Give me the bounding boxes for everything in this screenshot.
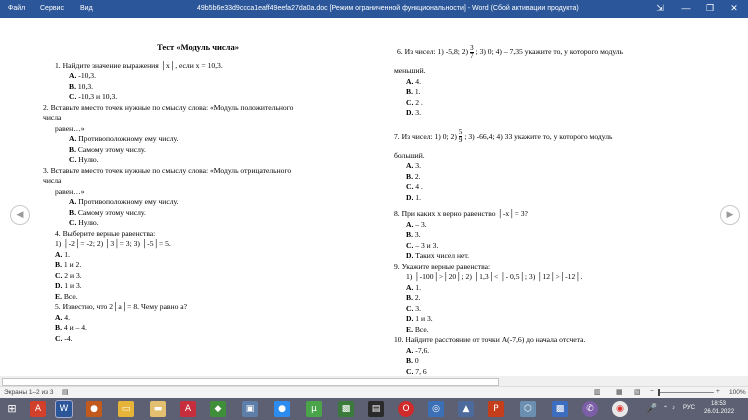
option-letter: C. [406, 182, 414, 191]
opera-icon[interactable]: O [398, 401, 414, 417]
option-text: 1 и 3. [62, 281, 82, 290]
answer-option [394, 172, 734, 183]
answer-option [43, 250, 343, 261]
option-letter: B. [55, 260, 62, 269]
torrent-icon[interactable]: µ [306, 401, 322, 417]
option-letter: A. [406, 161, 414, 170]
option-text: 3. [413, 108, 421, 117]
question-9-options [394, 283, 734, 336]
option-text: 4 и – 4. [61, 323, 87, 332]
answer-option [394, 283, 734, 294]
question-7-post: ; 3) -66,4; 4) 33 укажите то, у которого модуль [464, 131, 613, 141]
question-line: 1) │-2│= -2; 2) │3│= 3; 3) │-5│= 5. [55, 239, 171, 248]
option-text: Самому этому числу. [75, 207, 146, 217]
answer-option [394, 356, 734, 367]
excel-like-icon[interactable]: ▩ [338, 401, 354, 417]
question-10-options [394, 346, 734, 378]
close-button[interactable]: ✕ [730, 3, 738, 13]
option-text: 3. [413, 303, 421, 313]
option-text: 3. [412, 230, 421, 239]
question-line: равен…» [55, 186, 85, 196]
file-explorer-icon[interactable]: ▭ [118, 401, 134, 417]
option-text: 1. [412, 87, 421, 96]
answer-option [394, 314, 734, 325]
menu-view[interactable]: Вид [80, 5, 93, 12]
option-text: 1. [62, 249, 70, 259]
horizontal-scrollbar[interactable] [0, 376, 748, 386]
answer-option [43, 218, 343, 229]
answer-option [394, 346, 734, 357]
question-line: 1. Найдите значение выражения │x│, если х = 10,3. [55, 60, 223, 70]
green-app-icon[interactable]: ◆ [210, 401, 226, 417]
answer-option [43, 71, 343, 82]
option-text: Нулю. [76, 218, 99, 227]
question-7 [394, 127, 734, 147]
answer-option [394, 193, 734, 204]
option-text: -10,3. [76, 71, 97, 80]
restore-layout-icon[interactable]: ⇲ [656, 3, 664, 13]
option-text: 7, 6 [413, 366, 427, 376]
clock-time[interactable]: 18:53 [711, 401, 727, 407]
terminal-icon[interactable]: ▤ [368, 401, 384, 417]
next-screen-button[interactable]: ▶ [720, 205, 740, 225]
answer-option [394, 241, 734, 252]
answer-option [43, 145, 343, 156]
viber-icon[interactable]: ✆ [582, 401, 598, 417]
answer-option [394, 98, 734, 109]
question-7-options [394, 161, 734, 203]
zoom-out-button[interactable]: − [650, 388, 654, 395]
answer-option [394, 182, 734, 193]
answer-option [394, 220, 734, 231]
blue-square-app-icon[interactable]: ▩ [552, 401, 568, 417]
option-letter: A. [55, 312, 63, 322]
option-letter: A. [406, 345, 414, 355]
option-letter: B. [406, 293, 413, 302]
option-letter: A. [406, 219, 414, 229]
input-language[interactable]: РУС [683, 405, 696, 411]
option-letter: B. [406, 87, 413, 96]
fraction-numerator: 3 [470, 43, 474, 52]
question-line: равен…» [55, 123, 85, 133]
network-app-icon[interactable]: ⬡ [520, 401, 536, 417]
option-letter: E. [55, 291, 62, 301]
option-letter: A. [69, 71, 77, 80]
menu-tools[interactable]: Сервис [40, 5, 64, 12]
answer-option [43, 197, 343, 208]
chrome-icon[interactable]: ◉ [612, 401, 628, 417]
zoom-level[interactable]: 100% [729, 389, 746, 396]
print-layout-icon[interactable]: ▦ [616, 389, 623, 396]
answer-option [43, 134, 343, 145]
fraction-denominator: 9 [458, 136, 463, 145]
question-line: числа [43, 113, 62, 122]
blue-app-icon[interactable]: ▣ [242, 401, 258, 417]
answer-option [394, 87, 734, 98]
option-letter: D. [406, 108, 414, 117]
option-letter: B. [69, 207, 76, 217]
option-text: Все. [61, 291, 78, 301]
fraction-3-7 [470, 45, 474, 60]
option-text: Противоположному ему числу. [76, 197, 179, 206]
option-letter: C. [55, 270, 63, 280]
settings-app-icon[interactable]: ◎ [428, 401, 444, 417]
option-text: 2. [412, 171, 421, 181]
question-6-continuation: меньший. [394, 66, 426, 75]
window-title: 49b5b6e33d9ccca1eaff49eefa27da0a.doc [Режим ограниченной функциональности] - Word (Сбой активации продукта) [197, 5, 579, 12]
question-6-post: ; 3) 0; 4) – 7,35 укажите то, у которого модуль [475, 47, 624, 56]
vk-icon[interactable]: ▲ [458, 401, 474, 417]
question-6 [394, 42, 734, 62]
option-text: 1 и 2. [61, 260, 82, 269]
answer-option [43, 313, 343, 324]
fraction-denominator: 7 [470, 51, 474, 60]
previous-screen-button[interactable]: ◀ [10, 205, 30, 225]
option-letter: D. [406, 192, 414, 202]
media-app-icon[interactable]: ● [86, 401, 102, 417]
left-page [43, 42, 343, 344]
question-9: 9. Укажите верные равенства: [394, 261, 491, 271]
option-text: 1 и 3. [413, 314, 433, 323]
option-text: 2. [412, 293, 421, 302]
option-letter: A. [55, 249, 63, 259]
question-8-options [394, 220, 734, 262]
option-letter: A. [406, 282, 414, 292]
answer-option [394, 251, 734, 262]
taskbar [0, 398, 748, 420]
option-text: 1. [413, 192, 421, 202]
option-text: 2 и 3. [62, 270, 82, 280]
option-text: 10,3. [75, 81, 94, 91]
left-question-list [43, 61, 343, 345]
zoom-meeting-icon[interactable]: ● [274, 401, 290, 417]
option-text: 3. [413, 161, 421, 170]
zoom-in-button[interactable]: + [716, 388, 720, 395]
answer-option [43, 334, 343, 345]
question-6-pre: 6. Из чисел: 1) -5,8; 2) [397, 47, 469, 56]
answer-option [394, 230, 734, 241]
fraction-numerator: 5 [458, 128, 463, 137]
right-page [394, 42, 734, 377]
option-text: – 3. [413, 219, 427, 229]
option-text: Самому этому числу. [75, 144, 146, 154]
option-letter: B. [55, 323, 62, 332]
option-letter: D. [55, 281, 63, 290]
tray-chevron-icon[interactable]: ⌃ [663, 406, 669, 412]
screens-indicator: Экраны 1–2 из 3 [4, 389, 54, 396]
zoom-slider-thumb[interactable] [658, 389, 660, 396]
option-letter: C. [69, 155, 77, 164]
question-line: 3. Вставьте вместо точек нужные по смыслу слова: «Модуль отрицательного [43, 165, 292, 175]
answer-option [394, 325, 734, 336]
option-text: Все. [412, 324, 429, 334]
answer-option [43, 292, 343, 303]
minimize-button[interactable]: — [681, 3, 691, 13]
option-text: -4. [62, 333, 73, 343]
microphone-icon[interactable]: 🎤 [646, 404, 658, 414]
word-icon[interactable]: W [56, 401, 72, 417]
option-letter: B. [406, 356, 413, 365]
option-letter: B. [69, 81, 76, 91]
clock-date[interactable]: 26.01.2022 [704, 409, 735, 415]
option-letter: A. [406, 76, 414, 86]
option-text: Нулю. [76, 155, 99, 164]
acrobat-icon[interactable]: A [30, 401, 46, 417]
answer-option [43, 82, 343, 93]
answer-option [43, 92, 343, 103]
option-text: Таких чисел нет. [413, 251, 470, 260]
question-line: 5. Известно, что 2│a│= 8. Чему равно a? [55, 302, 188, 311]
question-8: 8. При каких х верно равенство │-x│= 3? [394, 209, 528, 218]
option-letter: C. [406, 240, 414, 250]
maximize-button[interactable]: ❐ [705, 3, 715, 13]
option-text: 1. [413, 282, 421, 292]
web-layout-icon[interactable]: ▧ [634, 389, 641, 396]
answer-option [43, 208, 343, 219]
test-title: Тест «Модуль числа» [157, 42, 239, 52]
proofing-icon[interactable]: ▤ [62, 389, 69, 396]
answer-option [43, 271, 343, 282]
option-text: -7,6. [413, 345, 430, 355]
pdf-reader-icon[interactable]: A [180, 401, 196, 417]
read-mode-icon[interactable]: ▥ [594, 389, 601, 396]
option-letter: A. [69, 197, 77, 206]
option-text: – 3 и 3. [413, 240, 439, 250]
answer-option [394, 161, 734, 172]
option-text: 4 . [413, 182, 423, 191]
option-text: 4. [62, 312, 70, 322]
option-text: Противоположному ему числу. [76, 134, 179, 143]
option-letter: C. [55, 333, 63, 343]
start-windows-icon[interactable]: ⊞ [7, 402, 17, 415]
option-letter: A. [69, 134, 77, 143]
question-10: 10. Найдите расстояние от точки A(-7,6) до начала отсчета. [394, 335, 586, 344]
option-letter: D. [406, 251, 414, 260]
question-line: числа [43, 176, 62, 185]
answer-option [394, 293, 734, 304]
option-text: 2 . [413, 97, 423, 107]
option-letter: C. [69, 218, 77, 227]
question-7-continuation: больший. [394, 150, 425, 160]
option-letter: E. [406, 324, 413, 334]
answer-option [394, 77, 734, 88]
option-letter: B. [406, 171, 413, 181]
option-text: 0 [412, 356, 419, 365]
menu-file[interactable]: Файл [8, 5, 26, 12]
answer-option [43, 281, 343, 292]
folder-icon[interactable]: ▬ [150, 401, 166, 417]
option-letter: C. [406, 366, 414, 376]
scrollbar-thumb[interactable] [2, 378, 499, 386]
question-6-options [394, 77, 734, 119]
zoom-slider[interactable] [658, 392, 714, 393]
answer-option [43, 323, 343, 334]
option-letter: C. [406, 97, 414, 107]
answer-option [394, 304, 734, 315]
option-letter: B. [69, 144, 76, 154]
fraction-5-9 [459, 129, 463, 144]
powerpoint-icon[interactable]: P [488, 401, 504, 417]
question-7-pre: 7. Из чисел: 1) 0; 2) [394, 131, 457, 141]
question-line: 4. Выберите верные равенства: [55, 228, 156, 238]
title-bar [0, 0, 748, 18]
question-9-expression: 1) │-100│>│20│; 2) │1,3│< │- 0,5│; 3) │12│>│-12│. [406, 272, 583, 281]
option-text: 4. [413, 76, 421, 86]
option-text: -10,3 и 10,3. [76, 92, 118, 101]
answer-option [43, 260, 343, 271]
option-letter: B. [406, 230, 413, 239]
question-line: 2. Вставьте вместо точек нужные по смыслу слова: «Модуль положительного [43, 102, 294, 112]
answer-option [394, 108, 734, 119]
answer-option [43, 155, 343, 166]
option-letter: C. [406, 303, 414, 313]
option-letter: D. [406, 314, 414, 323]
volume-icon[interactable]: ♪ [672, 405, 675, 411]
option-letter: C. [69, 92, 77, 101]
document-area [0, 18, 748, 376]
